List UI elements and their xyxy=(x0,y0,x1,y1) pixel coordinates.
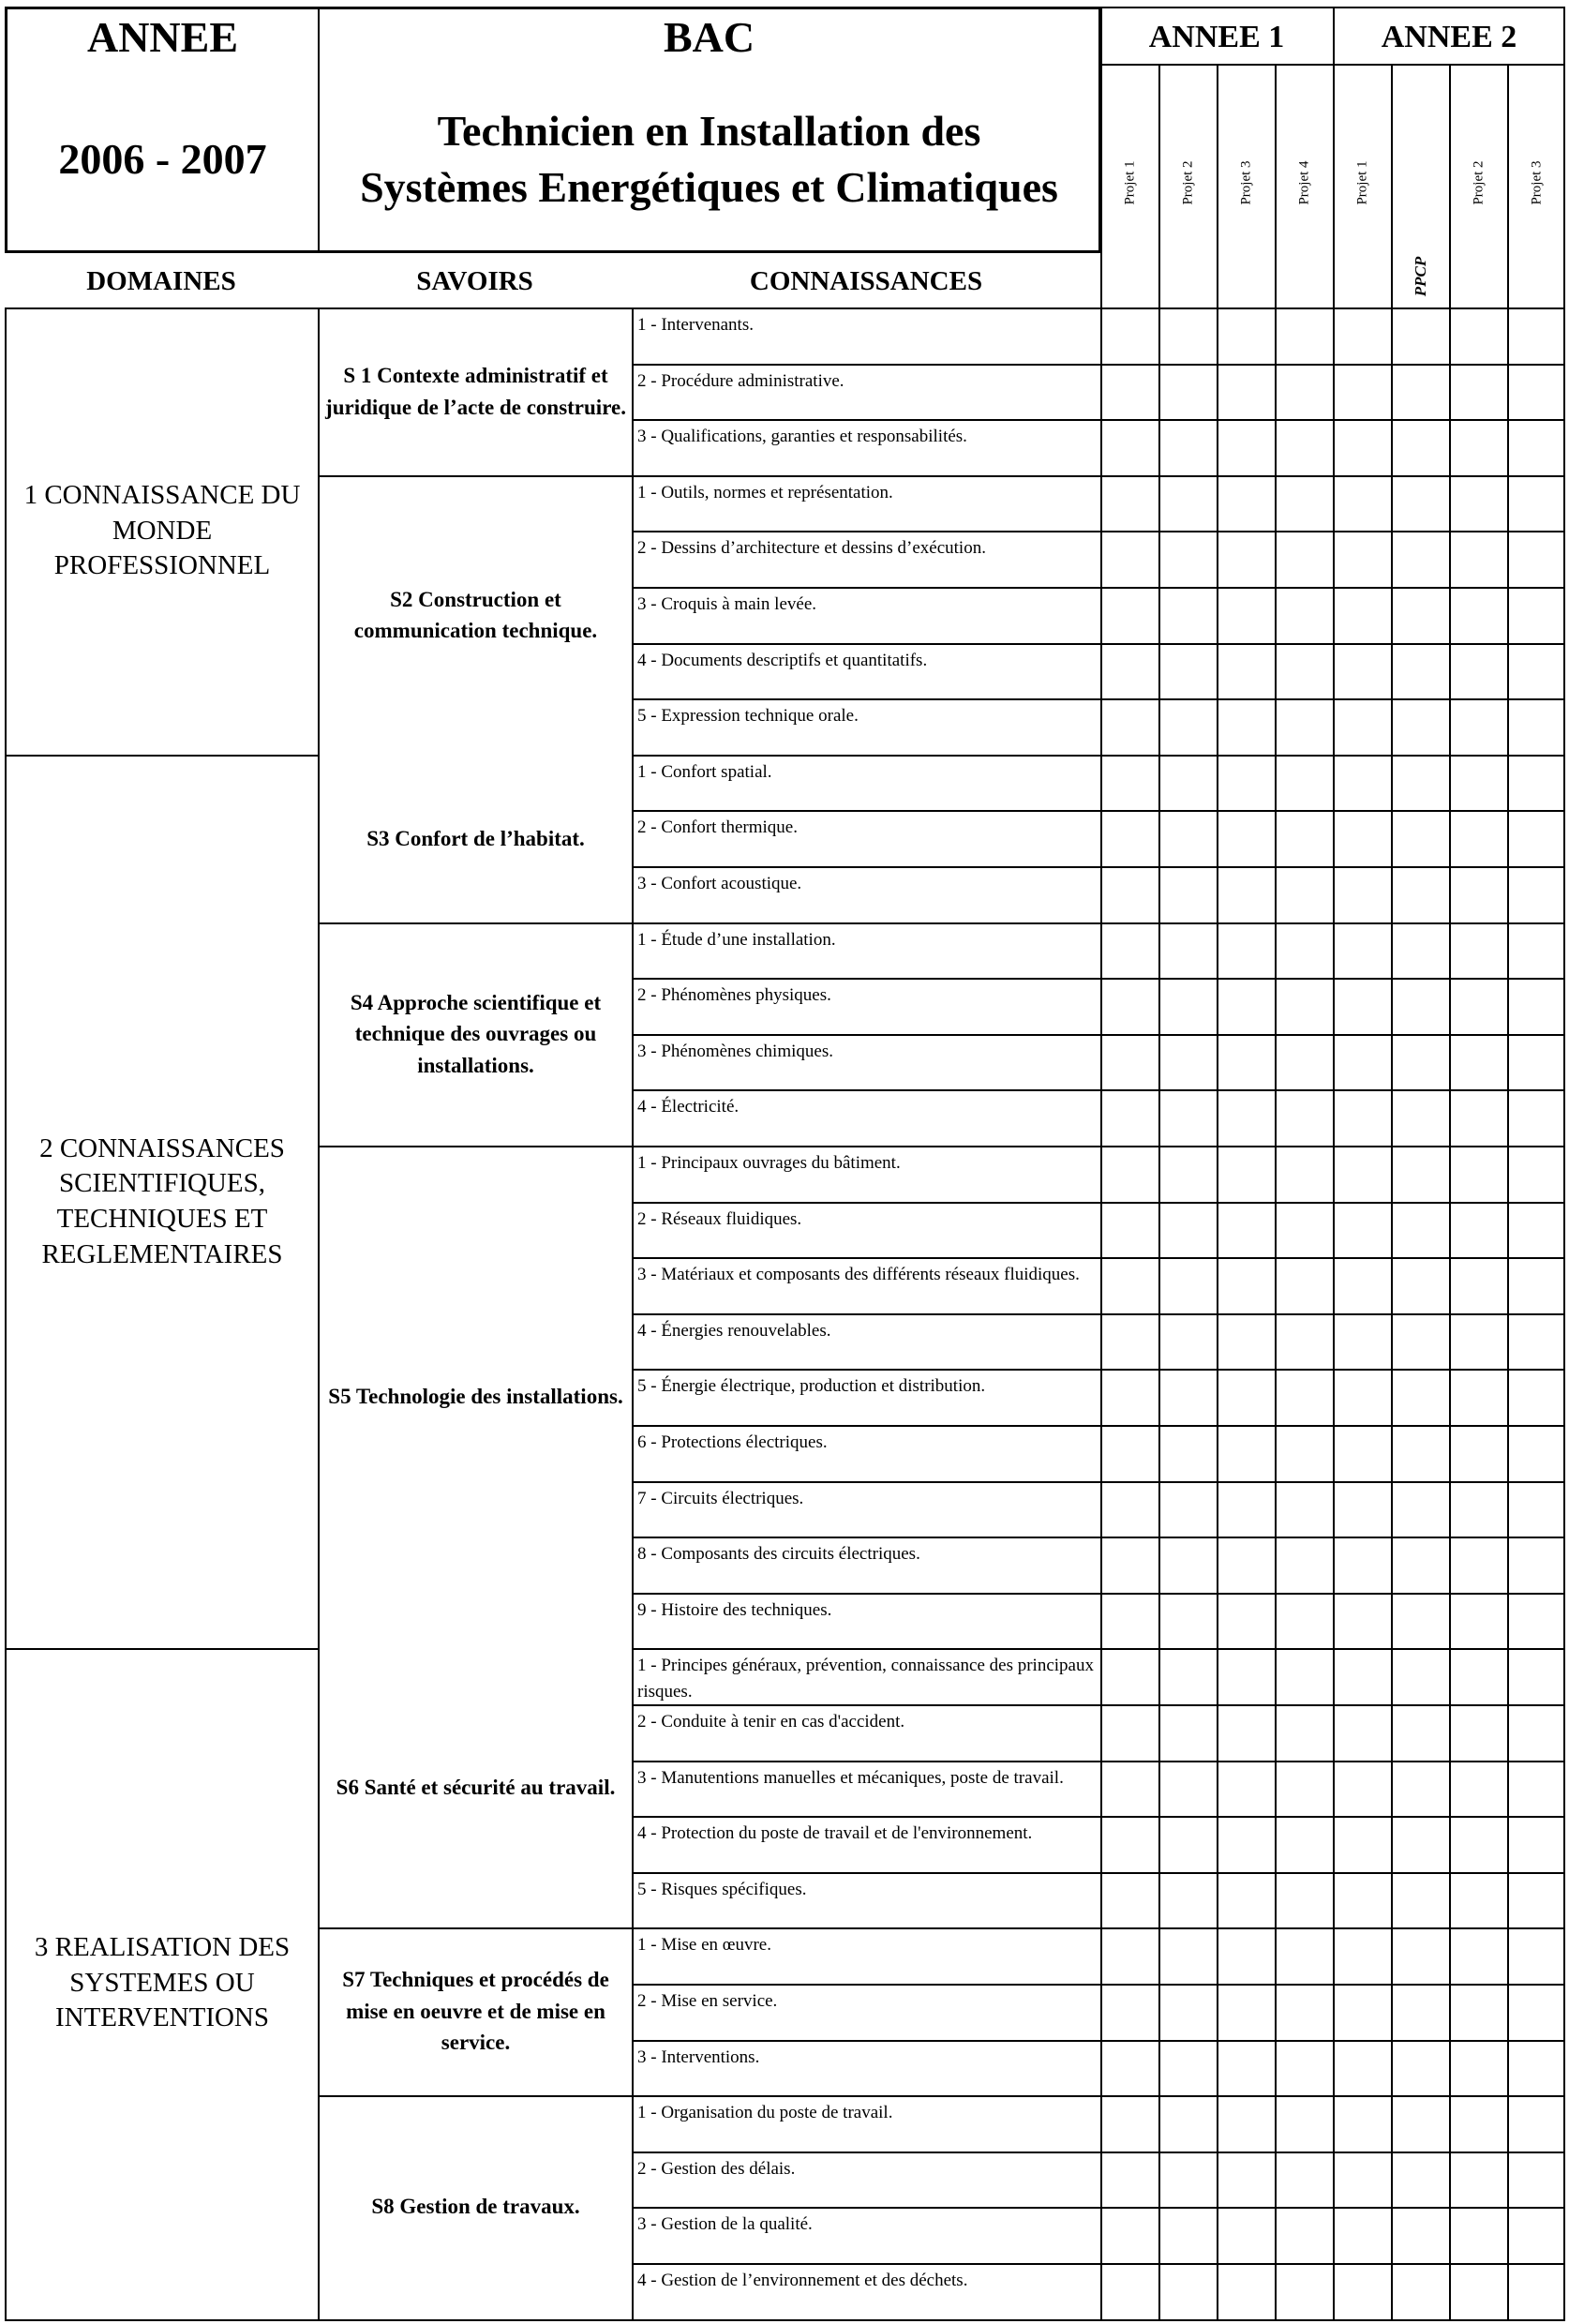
project-label: Projet 1 xyxy=(1354,160,1370,205)
grid-line xyxy=(1449,64,1451,2319)
connaissance-item: 3 - Phénomènes chimiques. xyxy=(637,1042,833,1061)
connaissance-item: 3 - Matériaux et composants des différents réseaux fluidiques. xyxy=(637,1265,1080,1284)
column-header-savoirs: SAVOIRS xyxy=(416,265,533,296)
connaissance-item: 1 - Principaux ouvrages du bâtiment. xyxy=(637,1153,901,1173)
domain-label: 1 CONNAISSANCE DU MONDE PROFESSIONNEL xyxy=(23,479,301,581)
connaissance-item: 7 - Circuits électriques. xyxy=(637,1489,804,1508)
grid-line xyxy=(1333,7,1335,64)
connaissance-item: 3 - Gestion de la qualité. xyxy=(637,2214,813,2234)
connaissance-item: 5 - Risques spécifiques. xyxy=(637,1880,807,1899)
domain-label: 2 CONNAISSANCES SCIENTIFIQUES, TECHNIQUES ET REGLEMENTAIRES xyxy=(39,1132,285,1269)
diploma-title-line1: Technicien en Installation des xyxy=(437,107,981,156)
grid-line xyxy=(1217,64,1218,2319)
column-header-connaissances: CONNAISSANCES xyxy=(749,265,983,296)
connaissance-item: 2 - Confort thermique. xyxy=(637,817,798,837)
savoir-label: S3 Confort de l’habitat. xyxy=(366,826,585,850)
savoir-label: S 1 Contexte administratif et juridique de l’acte de construire. xyxy=(325,364,626,419)
connaissance-item: 9 - Histoire des techniques. xyxy=(637,1600,832,1620)
connaissance-item: 3 - Manutentions manuelles et mécaniques, poste de travail. xyxy=(637,1768,1064,1788)
connaissance-item: 2 - Réseaux fluidiques. xyxy=(637,1209,802,1229)
grid-line xyxy=(1563,7,1565,2319)
connaissance-item: 3 - Croquis à main levée. xyxy=(637,594,817,614)
grid-line xyxy=(5,2319,1565,2321)
diploma-title-line2: Systèmes Energétiques et Climatiques xyxy=(360,163,1058,212)
project-label: Projet 2 xyxy=(1471,160,1487,205)
connaissance-item: 4 - Gestion de l’environnement et des déchets. xyxy=(637,2271,968,2290)
savoir-label: S2 Construction et communication technique. xyxy=(353,587,598,642)
grid-line xyxy=(1158,64,1160,2319)
connaissance-item: 2 - Phénomènes physiques. xyxy=(637,985,831,1005)
year1-header: ANNEE 1 xyxy=(1148,20,1285,54)
diploma-label: BAC xyxy=(663,12,755,61)
connaissance-item: 2 - Procédure administrative. xyxy=(637,371,844,391)
connaissance-item: 6 - Protections électriques. xyxy=(637,1432,828,1452)
grid-line xyxy=(1100,7,1102,2319)
connaissance-item: 2 - Conduite à tenir en cas d'accident. xyxy=(637,1712,905,1732)
project-label: Projet 2 xyxy=(1180,160,1196,205)
grid-line xyxy=(1275,64,1277,2319)
connaissance-item: 2 - Dessins d’architecture et dessins d’exécution. xyxy=(637,538,986,558)
connaissance-item: 3 - Interventions. xyxy=(637,2047,760,2067)
column-header-domaines: DOMAINES xyxy=(86,265,236,296)
connaissance-item: 1 - Étude d’une installation. xyxy=(637,930,836,950)
connaissance-item: 1 - Organisation du poste de travail. xyxy=(637,2103,893,2122)
project-label: PPCP xyxy=(1412,256,1429,297)
connaissance-item: 1 - Outils, normes et représentation. xyxy=(637,483,893,502)
connaissance-item: 2 - Mise en service. xyxy=(637,1991,778,2011)
connaissance-item: 5 - Énergie électrique, production et distribution. xyxy=(637,1376,986,1396)
project-label: Projet 4 xyxy=(1296,160,1312,205)
savoir-label: S8 Gestion de travaux. xyxy=(371,2195,580,2219)
annee-label: ANNEE xyxy=(86,12,239,61)
connaissance-item: 5 - Expression technique orale. xyxy=(637,706,859,726)
connaissance-item: 8 - Composants des circuits électriques. xyxy=(637,1544,920,1564)
project-label: Projet 3 xyxy=(1238,160,1254,205)
project-label: Projet 3 xyxy=(1529,160,1545,205)
domain-label: 3 REALISATION DES SYSTEMES OU INTERVENTIONS xyxy=(34,1931,291,2033)
connaissance-item: 4 - Électricité. xyxy=(637,1097,740,1117)
savoir-label: S5 Technologie des installations. xyxy=(328,1385,623,1409)
grid-line xyxy=(1333,64,1335,2319)
connaissance-item: 3 - Confort acoustique. xyxy=(637,874,802,893)
savoir-label: S4 Approche scientifique et technique des ouvrages ou installations. xyxy=(350,990,602,1077)
connaissance-item: 1 - Confort spatial. xyxy=(637,762,772,782)
savoir-label: S7 Techniques et procédés de mise en oeuvre et de mise en service. xyxy=(342,1968,609,2055)
connaissance-item: 1 - Mise en œuvre. xyxy=(637,1935,771,1955)
connaissance-item: 4 - Protection du poste de travail et de l'environnement. xyxy=(637,1823,1033,1843)
grid-line xyxy=(1391,64,1393,2319)
connaissance-item: 1 - Intervenants. xyxy=(637,315,754,335)
connaissance-item: 4 - Énergies renouvelables. xyxy=(637,1321,831,1341)
grid-line xyxy=(1507,64,1509,2319)
connaissance-item: 1 - Principes généraux, prévention, connaissance des principaux risques. xyxy=(637,1656,1094,1702)
connaissance-item: 3 - Qualifications, garanties et responsabilités. xyxy=(637,427,967,446)
annee-value: 2006 - 2007 xyxy=(58,134,267,183)
connaissance-item: 4 - Documents descriptifs et quantitatifs. xyxy=(637,651,928,670)
project-label: Projet 1 xyxy=(1122,160,1138,205)
savoir-label: S6 Santé et sécurité au travail. xyxy=(336,1776,616,1800)
connaissance-item: 2 - Gestion des délais. xyxy=(637,2159,796,2179)
year2-header: ANNEE 2 xyxy=(1381,20,1517,54)
